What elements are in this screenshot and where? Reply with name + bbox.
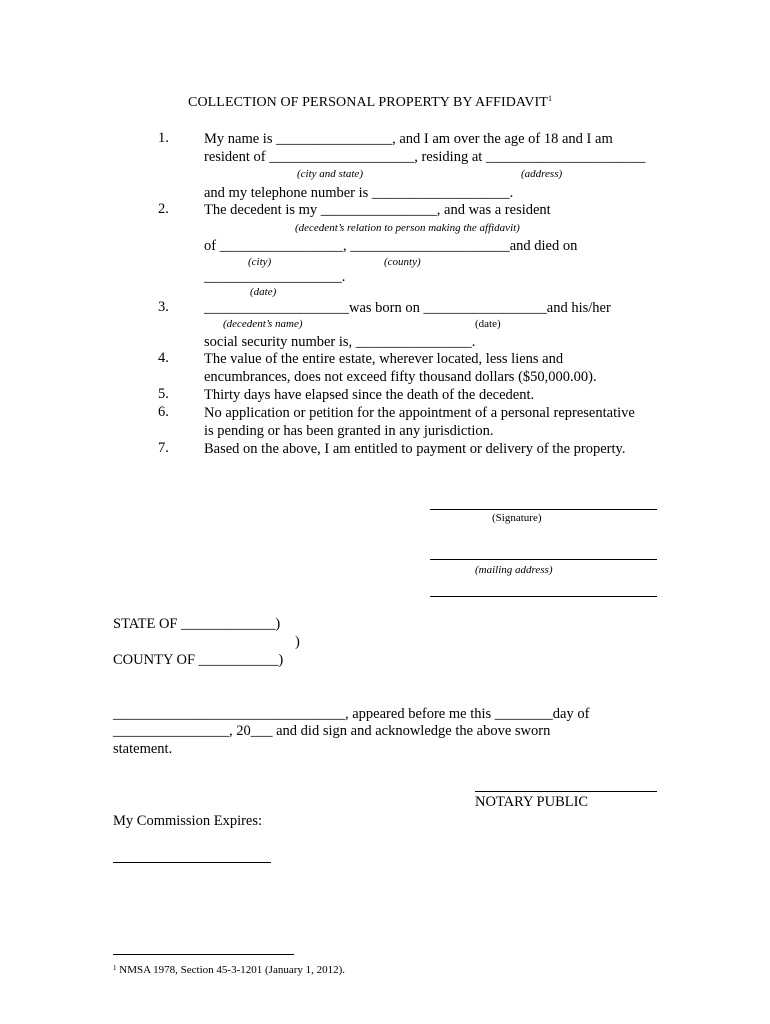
item-1-line-1: My name is ________________, and I am over the age of 18 and I am <box>204 131 613 147</box>
item-3-line-2: social security number is, ________________. <box>204 334 476 350</box>
item-4-line-1: The value of the entire estate, wherever located, less liens and <box>204 351 564 367</box>
state-of-line: STATE OF _____________) <box>113 616 281 632</box>
item-7-line-1: Based on the above, I am entitled to payment or delivery of the property. <box>204 441 626 457</box>
jurat-line-1: ________________________________, appeared before me this ________day of <box>113 706 590 722</box>
county-of-line: COUNTY OF ___________) <box>113 652 284 668</box>
footnote <box>113 964 345 976</box>
document-title <box>188 95 552 111</box>
signature-caption: (Signature) <box>492 512 542 524</box>
item-number-5: 5. <box>158 386 169 402</box>
title-text: COLLECTION OF PERSONAL PROPERTY BY AFFIDAVIT <box>188 95 548 110</box>
item-number-4: 4. <box>158 350 169 366</box>
caption-address: (address) <box>521 168 563 180</box>
caption-relation: (decedent’s relation to person making the affidavit) <box>295 222 520 234</box>
item-1-line-3: and my telephone number is ___________________. <box>204 185 514 201</box>
item-1-line-2: resident of ____________________, residing at ______________________ <box>204 149 646 165</box>
item-number-3: 3. <box>158 299 169 315</box>
footnote-separator <box>113 954 294 955</box>
item-3-line-1: ____________________was born on _________________and his/her <box>204 300 611 316</box>
notary-public-label: NOTARY PUBLIC <box>475 794 589 810</box>
caption-city-and-state: (city and state) <box>297 168 363 180</box>
jurat-line-2: ________________, 20___ and did sign and acknowledge the above sworn <box>113 723 551 739</box>
footnote-text: NMSA 1978, Section 45-3-1201 (January 1, 2012). <box>119 964 346 976</box>
item-2-line-2: of _________________, ______________________and died on <box>204 238 578 254</box>
caption-city: (city) <box>248 256 272 268</box>
mailing-address-caption: (mailing address) <box>475 564 553 576</box>
commission-expires-label: My Commission Expires: <box>113 813 263 829</box>
caption-decedent-name: (decedent’s name) <box>223 318 303 330</box>
mailing-address-line-1[interactable] <box>430 559 657 560</box>
item-2-line-1: The decedent is my ________________, and was a resident <box>204 202 551 218</box>
notary-signature-line[interactable] <box>475 791 657 792</box>
venue-paren: ) <box>295 634 300 650</box>
caption-date-birth: (date) <box>475 318 501 330</box>
item-4-line-2: encumbrances, does not exceed fifty thousand dollars ($50,000.00). <box>204 369 597 385</box>
commission-expiry-line[interactable] <box>113 862 271 863</box>
item-number-7: 7. <box>158 440 169 456</box>
item-number-6: 6. <box>158 404 169 420</box>
caption-county: (county) <box>384 256 421 268</box>
item-number-2: 2. <box>158 201 169 217</box>
jurat-line-3: statement. <box>113 741 173 757</box>
mailing-address-line-2[interactable] <box>430 596 657 597</box>
signature-line[interactable] <box>430 509 657 510</box>
item-6-line-1: No application or petition for the appointment of a personal representative <box>204 405 635 421</box>
item-2-line-3: ___________________. <box>204 269 346 285</box>
item-5-line-1: Thirty days have elapsed since the death of the decedent. <box>204 387 535 403</box>
title-footnote-mark: 1 <box>547 94 553 103</box>
item-6-line-2: is pending or has been granted in any jurisdiction. <box>204 423 494 439</box>
caption-date-death: (date) <box>250 286 277 298</box>
item-number-1: 1. <box>158 130 169 146</box>
footnote-mark: 1 <box>113 964 117 972</box>
